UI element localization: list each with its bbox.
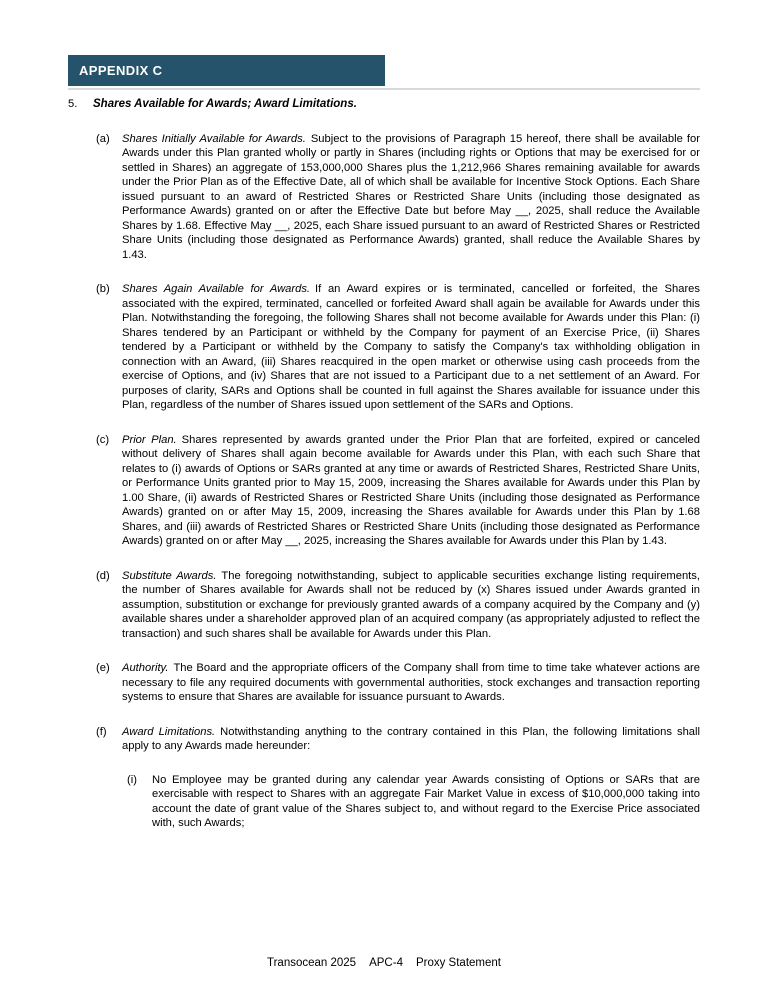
paragraph-e	[68, 661, 700, 705]
sub-item-i	[68, 773, 700, 831]
paragraph-lead: Shares Again Available for Awards.	[122, 283, 311, 295]
paragraph-text	[122, 433, 700, 549]
paragraph-text	[122, 132, 700, 263]
paragraph-label: (c)	[96, 433, 110, 446]
paragraph-d	[68, 569, 700, 642]
paragraph-lead: Substitute Awards.	[122, 569, 217, 582]
paragraph-lead: Authority.	[122, 662, 169, 674]
paragraph-body: The foregoing notwithstanding, subject to applicable securities exchange listing requirements, the number of Shares available for Awards shall not be reduced by (x) Shares issued under Awards granted in assumption, substitution or exchange for previously granted awards of a company acquired by the Company and (y) available shares under a shareholder approved plan of an acquired company (as appropriately adjusted to reflect the transaction) and such shares shall be available for Awards under this Plan.	[122, 569, 700, 640]
sub-item-label: (i)	[127, 773, 137, 786]
paragraph-body: Subject to the provisions of Paragraph 15 hereof, there shall be available for Awards under this Plan granted wholly or partly in Shares (including rights or Options that may be exercised for or settled in Shares) an aggregate of 153,000,000 Shares plus the 1,212,966 Shares remaining available for awards under the Prior Plan as of the Effective Date, all of which shall be available for Incentive Stock Options. Each Share issued pursuant to an award of Restricted Shares or Restricted Share Units (including those designated as Performance Awards) granted on or after the Effective Date but before May __, 2025, shall reduce the Available Shares by 1.68. Effective May __, 2025, each Share issued pursuant to an award of Restricted Shares or Restricted Share Units (including those designated as Performance Awards) granted, shall reduce the Available Shares by 1.43.	[122, 132, 700, 261]
page-footer	[0, 957, 768, 969]
appendix-banner	[68, 55, 385, 86]
paragraph-body: Shares represented by awards granted under the Prior Plan that are forfeited, expired or canceled without delivery of Shares shall again become available for Awards under this Plan, with each such Share that relates to (i) awards of Options or SARs granted at any time or awards of Restricted Shares, Restricted Share Units, or Performance Units granted prior to May 15, 2009, increasing the Shares available for Awards under this Plan by 1.00 Share, (ii) awards of Restricted Shares or Restricted Share Units (including those designated as Performance Awards) granted on or after May 15, 2009, increasing the Shares available for Awards under this Plan by 1.68 Shares, and (iii) awards of Restricted Shares or Restricted Share Units (including those designated as Performance Awards) granted on or after May __, 2025, increasing the Shares available for Awards under this Plan by 1.43.	[122, 433, 700, 547]
section-title: Shares Available for Awards; Award Limitations.	[93, 98, 357, 110]
paragraph-f	[68, 725, 700, 754]
footer-page-number: APC-4	[369, 957, 403, 969]
paragraph-text	[122, 282, 700, 413]
sub-item-body: No Employee may be granted during any calendar year Awards consisting of Options or SARs that are exercisable with respect to Shares with an aggregate Fair Market Value in excess of $10,000,000 taking into account the date of grant value of the Shares subject to, and without regard to the Exercise Price associated with, such Awards;	[152, 773, 700, 829]
header-divider-rule	[68, 88, 700, 90]
paragraph-text	[122, 569, 700, 642]
paragraph-label: (f)	[96, 725, 107, 738]
paragraph-label: (a)	[96, 132, 110, 145]
section-number: 5.	[68, 98, 78, 110]
paragraph-label: (e)	[96, 662, 110, 674]
paragraph-text	[122, 661, 700, 705]
paragraph-body: Notwithstanding anything to the contrary contained in this Plan, the following limitations shall apply to any Awards made hereunder:	[122, 725, 700, 752]
section-heading	[68, 97, 700, 112]
paragraph-body: The Board and the appropriate officers of the Company shall from time to time take whatever actions are necessary to file any required documents with governmental authorities, stock exchanges and transaction reporting systems to ensure that Shares are available for issuance pursuant to Awards.	[122, 662, 700, 703]
paragraph-b	[68, 282, 700, 413]
paragraph-label: (d)	[96, 569, 110, 582]
paragraph-c	[68, 433, 700, 549]
paragraph-text	[122, 725, 700, 754]
paragraph-lead: Prior Plan.	[122, 433, 177, 446]
paragraph-body: If an Award expires or is terminated, cancelled or forfeited, the Shares associated with the expired, terminated, cancelled or forfeited Award shall again be available for Awards under this Plan. Notwithstanding the foregoing, the following Shares shall not become available for Awards under this Plan: (i) Shares tendered by an Participant or withheld by the Company for payment of an Exercise Price, (ii) Shares tendered by a Participant or withheld by the Company to satisfy the Company's tax withholding obligation in connection with an Award, (iii) Shares reacquired in the open market or otherwise using cash proceeds from the exercise of Options, and (iv) Shares that are not issued to a Participant due to a net settlement of an Award. For purposes of clarity, SARs and Options shall be counted in full against the Shares available for issuance under this Plan, regardless of the number of Shares issued upon settlement of the SARs and Options.	[122, 283, 700, 411]
footer-company: Transocean 2025	[267, 957, 357, 969]
document-body	[68, 97, 700, 831]
paragraph-lead: Shares Initially Available for Awards.	[122, 132, 306, 145]
paragraph-lead: Award Limitations.	[122, 725, 216, 738]
paragraph-a	[68, 132, 700, 263]
paragraph-label: (b)	[96, 283, 110, 295]
footer-doc-title: Proxy Statement	[415, 957, 501, 969]
appendix-banner-label: APPENDIX C	[79, 63, 163, 78]
